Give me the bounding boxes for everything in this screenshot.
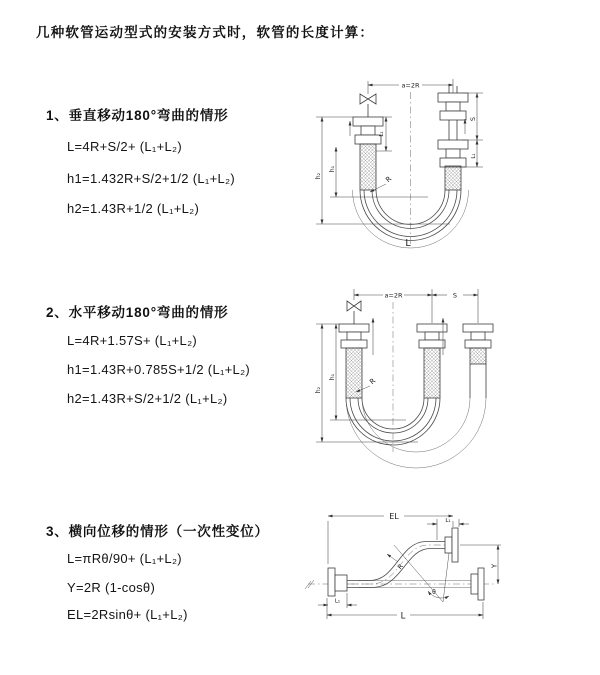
braided-hose-section (470, 348, 486, 364)
dim-label-l1-fitting: L₁ (379, 131, 385, 137)
section-2-formula-h2: h2=1.43R+S/2+1/2 (L₁+L₂) (67, 391, 228, 406)
section-3-heading: 3、横向位移的情形（一次性变位） (46, 524, 269, 539)
left-pipe-end (339, 324, 369, 398)
moved-pipe-end (463, 324, 493, 398)
dim-a2r (368, 79, 453, 94)
dim-a2r-s (354, 289, 478, 323)
dim-l1-bottom (318, 593, 357, 608)
vertical-u-diagram (306, 66, 586, 256)
section-3-formula-el: EL=2Rsinθ+ (L₁+L₂) (67, 607, 188, 622)
section-1-formula-l: L=4R+S/2+ (L₁+L₂) (67, 139, 182, 154)
section-2-formula-h1: h1=1.43R+0.785S+1/2 (L₁+L₂) (67, 362, 251, 377)
dim-label-s: S (469, 116, 477, 122)
lateral-s-diagram (298, 496, 508, 626)
section-1-formula-h1: h1=1.432R+S/2+1/2 (L₁+L₂) (67, 171, 235, 186)
angle-annotation (394, 545, 449, 602)
dim-el (328, 512, 453, 564)
dim-label-a2r: a=2R (384, 291, 403, 300)
u-bend-hose (346, 398, 486, 468)
right-pipe-end (438, 86, 468, 190)
dim-label-l: L (400, 611, 406, 622)
section-3-formula-y: Y=2R (1-cosθ) (67, 580, 156, 595)
dim-l (327, 598, 483, 622)
braided-hose-section (445, 166, 461, 190)
section-1-heading: 1、垂直移动180°弯曲的情形 (46, 108, 229, 123)
dim-label-theta: θ (432, 589, 436, 596)
radius-annotation (387, 554, 405, 571)
dim-label-h1: h₁ (329, 165, 336, 173)
original-flange (471, 568, 484, 600)
section-2-formula-l: L=4R+1.57S+ (L₁+L₂) (67, 333, 198, 348)
centerline-break-mark (305, 580, 314, 589)
dim-label-el: EL (389, 512, 399, 521)
dim-label-l: L (405, 238, 411, 249)
page-title: 几种软管运动型式的安装方式时，软管的长度计算： (36, 25, 375, 40)
dim-label-h1: h₁ (329, 373, 336, 381)
dim-label-l1-top: L₁ (445, 518, 451, 524)
braided-hose-section (360, 144, 376, 190)
dim-label-y: Y (490, 563, 499, 569)
dim-label-h2: h₂ (315, 172, 322, 180)
valve-icon (360, 94, 376, 117)
left-pipe-end (353, 117, 383, 190)
dim-label-l1-right: L₁ (471, 153, 477, 159)
valve-icon (347, 301, 361, 324)
dim-label-r: R (395, 562, 405, 572)
dim-label-a2r: a=2R (401, 81, 420, 90)
middle-pipe-end (417, 324, 447, 398)
dim-label-s: S (452, 291, 458, 300)
moved-flange (445, 528, 458, 562)
braided-hose-section (424, 348, 440, 398)
section-1-formula-h2: h2=1.43R+1/2 (L₁+L₂) (67, 201, 200, 216)
dim-label-r: R (368, 376, 378, 387)
section-3-formula-l: L=πRθ/90+ (L₁+L₂) (67, 551, 182, 566)
horizontal-u-diagram (306, 280, 586, 470)
dim-label-h2: h₂ (315, 386, 322, 394)
dim-label-l1-bottom: L₁ (334, 598, 341, 605)
section-2-heading: 2、水平移动180°弯曲的情形 (46, 305, 229, 320)
dim-label-r: R (384, 174, 394, 185)
left-flange (328, 568, 347, 596)
